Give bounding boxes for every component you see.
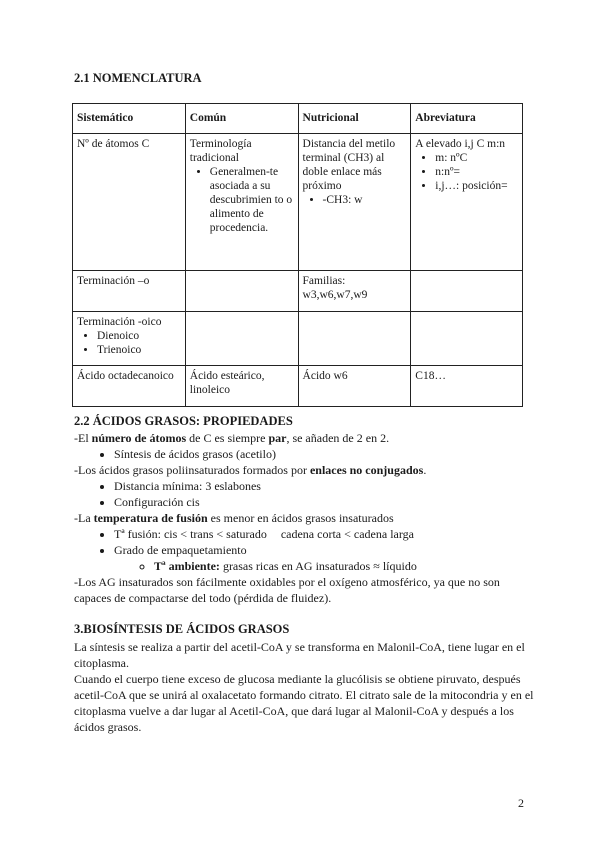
bold-text: enlaces no conjugados	[309, 463, 424, 477]
list-item: • Dienoico	[97, 329, 181, 343]
bullet-list	[74, 446, 534, 462]
table-row	[73, 271, 523, 312]
text-run: de C es siempre	[186, 431, 269, 445]
cell-text: Ácido w6	[302, 370, 348, 382]
biosintesis-section	[74, 639, 534, 735]
table-cell	[73, 366, 186, 407]
heading-nomenclatura: 2.1 NOMENCLATURA	[74, 71, 202, 85]
cell-text: Familias: w3,w6,w7,w9	[302, 275, 368, 301]
table-cell	[411, 366, 523, 407]
propiedades-section	[74, 430, 534, 606]
heading-propiedades: 2.2 ÁCIDOS GRASOS: PROPIEDADES	[74, 414, 293, 428]
list-item	[114, 526, 534, 542]
cell-bullet-list	[77, 329, 181, 357]
table-cell	[185, 366, 298, 407]
cell-text: Nº de átomos C	[77, 138, 150, 150]
text-run: -El	[74, 431, 92, 445]
table-cell	[298, 312, 411, 366]
table-cell	[185, 312, 298, 366]
table-cell	[411, 134, 523, 271]
heading-biosintesis: 3.BIOSÍNTESIS DE ÁCIDOS GRASOS	[74, 622, 290, 636]
page-number: 2	[518, 796, 524, 810]
nomenclature-table	[72, 103, 523, 407]
sub-bullet-list	[74, 558, 534, 574]
table-cell	[185, 271, 298, 312]
table-row	[73, 366, 523, 407]
list-item: • Generalmen-te asociada a su descubrimien to o alimento de procedencia.	[210, 165, 294, 235]
cell-text: Distancia del metilo terminal (CH3) al doble enlace más próximo	[302, 138, 396, 192]
header-nutricional: Nutricional	[298, 104, 411, 134]
table-cell	[298, 134, 411, 271]
list-item: • -CH3: w	[323, 193, 407, 207]
table-cell	[73, 271, 186, 312]
cell-text: Ácido octadecanoico	[77, 370, 174, 382]
paragraph: La síntesis se realiza a partir del acetil-CoA y se transforma en Malonil-CoA, tiene lugar en el citoplasma.	[74, 640, 525, 670]
text-run: -Los ácidos grasos poliinsaturados formados por	[74, 463, 310, 477]
text-run: , se añaden de 2 en 2.	[286, 431, 390, 445]
table-row	[73, 312, 523, 366]
text-run: grasas ricas en AG insaturados ≈ líquido	[219, 559, 417, 573]
table-cell	[185, 134, 298, 271]
list-item: • Configuración cis	[114, 494, 534, 510]
cell-text: Terminación –o	[77, 275, 150, 287]
cell-text: Terminación -oico	[77, 316, 162, 328]
header-abreviatura: Abreviatura	[411, 104, 523, 134]
list-item: • i,j…: posición=	[435, 179, 518, 193]
table-row	[73, 134, 523, 271]
text-run: cadena corta < cadena larga	[280, 527, 414, 541]
bold-text: Tª ambiente:	[154, 559, 220, 573]
table-header-row	[73, 104, 523, 134]
bullet-list	[74, 526, 534, 558]
table-cell	[298, 366, 411, 407]
list-item: • n:nº=	[435, 165, 518, 179]
list-item: • m: nºC	[435, 151, 518, 165]
paragraph	[74, 430, 534, 446]
paragraph	[74, 510, 534, 526]
list-item: • Grado de empaquetamiento	[114, 542, 534, 558]
bullet-list	[74, 478, 534, 510]
table-cell	[73, 312, 186, 366]
cell-bullet-list	[303, 193, 407, 207]
list-item: • Trienoico	[97, 343, 181, 357]
paragraph: Cuando el cuerpo tiene exceso de glucosa mediante la glucólisis se obtiene piruvato, después acetil-CoA que se unirá al oxalacetato formando citrato. El citrato sale de la mitocondria y en el citoplasma vuelve a dar lugar al Acetil-CoA, que dará lugar al Malonil-CoA y después a los ácidos grasos.	[74, 672, 534, 734]
cell-bullet-list	[190, 165, 294, 235]
cell-bullet-list	[415, 151, 518, 193]
paragraph: -Los AG insaturados son fácilmente oxidables por el oxígeno atmosférico, ya que no son capaces de compactarse del todo (pérdida de fluidez).	[74, 575, 500, 605]
bold-text: temperatura de fusión	[93, 511, 208, 525]
table-cell	[298, 271, 411, 312]
header-sistematico: Sistemático	[73, 104, 186, 134]
cell-text: C18…	[415, 370, 446, 382]
list-item	[154, 558, 534, 574]
header-comun: Común	[185, 104, 298, 134]
table-cell	[411, 312, 523, 366]
list-item: • Distancia mínima: 3 eslabones	[114, 478, 534, 494]
text-run: Tª fusión: cis < trans < saturado	[114, 527, 267, 541]
paragraph	[74, 462, 534, 478]
list-item: • Síntesis de ácidos grasos (acetilo)	[114, 446, 534, 462]
text-run: es menor en ácidos grasos insaturados	[207, 511, 394, 525]
table-cell	[73, 134, 186, 271]
bold-text: par	[268, 431, 287, 445]
text-run: -La	[74, 511, 94, 525]
table-cell	[411, 271, 523, 312]
cell-text: A elevado i,j C m:n	[415, 138, 506, 150]
bold-text: número de átomos	[91, 431, 187, 445]
cell-text: Terminología tradicional	[189, 138, 252, 164]
text-run: .	[423, 463, 427, 477]
cell-text: Ácido esteárico, linoleico	[189, 370, 265, 396]
